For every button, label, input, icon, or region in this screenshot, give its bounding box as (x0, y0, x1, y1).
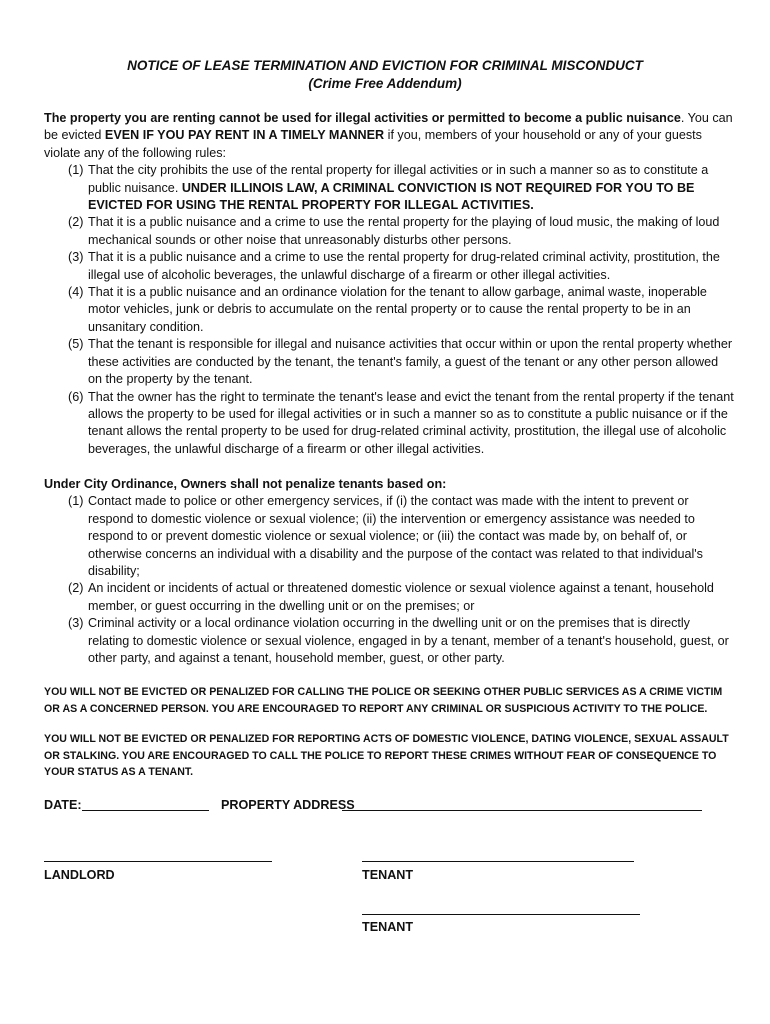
ordinance-item (44, 493, 734, 580)
tenant-label-2: TENANT (362, 920, 414, 934)
ordinance-text: Criminal activity or a local ordinance violation occurring in the dwelling unit or on the premises that is directly relating to domestic violence or sexual violence, engaged in by a tenant, member of a tenant's household, guest, or other party, and against a tenant, household member, guest, or other party. (88, 616, 729, 666)
rule-bold-text: UNDER ILLINOIS LAW, A CRIMINAL CONVICTION IS NOT REQUIRED FOR YOU TO BE EVICTED FOR USING THE RENTAL PROPERTY FOR ILLEGAL ACTIVITIES. (88, 180, 695, 213)
rule-text: That the city prohibits the use of the rental property for illegal activities or in such a manner so as to constitute a public nuisance. (88, 163, 709, 195)
ordinance-number: (3) (68, 616, 84, 631)
landlord-label: LANDLORD (44, 868, 115, 882)
rule-text: That the tenant is responsible for illegal and nuisance activities that occur within or upon the rental property whether these activities are conducted by the tenant, the tenant's family, a guest of the tenant or any other person allowed on the property by the tenant. (88, 337, 733, 387)
domestic-violence-notice: YOU WILL NOT BE EVICTED OR PENALIZED FOR REPORTING ACTS OF DOMESTIC VIOLENCE, DATING VIOLENCE, SEXUAL ASSAULT OR STALKING. YOU ARE ENCOURAGED TO CALL THE POLICE TO REPORT THESE CRIMES WITHOUT FEAR OF CONSEQUENCE TO YOUR STATUS AS A TENANT. (44, 733, 729, 778)
ordinance-text: Contact made to police or other emergency services, if (i) the contact was made with the intent to prevent or respond to domestic violence or sexual violence; (ii) the intervention or emergency assistance was needed to respond to or prevent domestic violence or sexual violence; or (iii) the contact was made by, on behalf of, or otherwise concerns an individual with a disability and the purpose of the contact was related to that individual's disability; (88, 494, 703, 579)
landlord-signature-line[interactable] (44, 861, 272, 862)
ordinance-heading: Under City Ordinance, Owners shall not penalize tenants based on: (44, 477, 447, 491)
tenant-signature-line-1[interactable] (362, 861, 634, 862)
rule-number: (1) (68, 163, 84, 178)
tenant-label-1: TENANT (362, 868, 414, 882)
document-subtitle: (Crime Free Addendum) (308, 76, 462, 91)
rules-section (44, 110, 734, 458)
ordinance-number: (1) (68, 494, 84, 509)
property-address-field-line[interactable] (342, 810, 702, 811)
rule-item (44, 284, 734, 336)
intro-paragraph (44, 110, 734, 162)
rule-item (44, 389, 734, 459)
ordinance-text: An incident or incidents of actual or threatened domestic violence or sexual violence against a tenant, household member, or guest occurring in the dwelling unit or on the premises; or (88, 581, 714, 613)
ordinance-item (44, 615, 734, 667)
rule-item (44, 162, 734, 214)
property-address-label: PROPERTY ADDRESS (221, 798, 355, 812)
ordinance-section (44, 476, 734, 667)
rule-item (44, 249, 734, 284)
rule-item (44, 214, 734, 249)
date-label: DATE: (44, 798, 82, 812)
rule-text: That it is a public nuisance and a crime to use the rental property for drug-related criminal activity, prostitution, the illegal use of alcoholic beverages, the unlawful discharge of a firearm or other illegal activities. (88, 250, 720, 282)
rule-text: That the owner has the right to terminate the tenant's lease and evict the tenant from the rental property if the tenant allows the property to be used for illegal activities or in such a manner so as to constitute a public nuisance or if the tenant allows the rental property to be used for drug-related criminal activity, prostitution, the illegal use of alcoholic beverages, the unlawful discharge of a firearm or other illegal activities. (88, 389, 734, 456)
rule-number: (4) (68, 285, 84, 300)
rule-item (44, 336, 734, 388)
rule-number: (3) (68, 250, 84, 265)
ordinance-list (44, 493, 734, 667)
rule-number: (5) (68, 337, 84, 352)
date-field-line[interactable] (82, 810, 209, 811)
intro-bold-timely: EVEN IF YOU PAY RENT IN A TIMELY MANNER (104, 128, 385, 143)
intro-bold-statement: The property you are renting cannot be used for illegal activities or permitted to become a public nuisance (44, 111, 681, 125)
intro-text-2: if you, members of your household or any of your guests violate any of the following rules: (44, 128, 702, 160)
police-notice: YOU WILL NOT BE EVICTED OR PENALIZED FOR CALLING THE POLICE OR SEEKING OTHER PUBLIC SERVICES AS A CRIME VICTIM OR AS A CONCERNED PERSON. YOU ARE ENCOURAGED TO REPORT ANY CRIMINAL OR SUSPICIOUS ACTIVITY TO THE POLICE. (44, 686, 723, 715)
rules-list (44, 162, 734, 458)
tenant-signature-line-2[interactable] (362, 914, 640, 915)
ordinance-item (44, 580, 734, 615)
intro-text-1: . You can be evicted (44, 111, 733, 143)
rule-text: That it is a public nuisance and a crime to use the rental property for the playing of loud music, the making of loud mechanical sounds or other noise that unreasonably disturbs other persons. (88, 215, 720, 247)
rule-number: (6) (68, 389, 84, 404)
document-title: NOTICE OF LEASE TERMINATION AND EVICTION FOR CRIMINAL MISCONDUCT (127, 58, 643, 73)
rule-text: That it is a public nuisance and an ordinance violation for the tenant to allow garbage, animal waste, inoperable motor vehicles, junk or debris to accumulate on the rental property or to cause the rental property to be in an unsanitary condition. (88, 285, 707, 334)
rule-number: (2) (68, 215, 84, 230)
ordinance-number: (2) (68, 581, 84, 596)
